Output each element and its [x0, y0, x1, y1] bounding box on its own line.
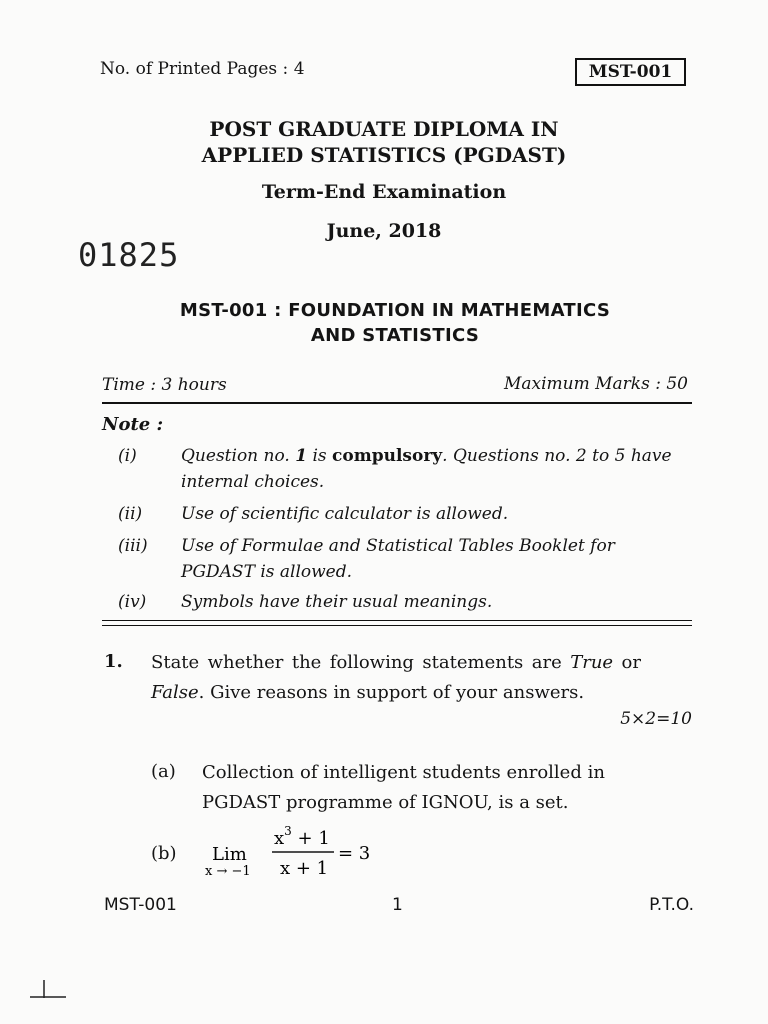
exam-duration: Time : 3 hours [102, 375, 227, 395]
footer-pto: P.T.O. [649, 895, 694, 915]
lim-operator: Lim [212, 844, 247, 865]
equation-rhs: = 3 [338, 843, 371, 864]
crop-mark [28, 978, 68, 1008]
serial-number-stamp: 01825 [78, 236, 180, 274]
note-item-text: Use of scientific calculator is allowed. [181, 504, 509, 524]
course-title-line1: MST-001 : FOUNDATION IN MATHEMATICS [179, 300, 611, 321]
note-item-text: Question no. 1 is compulsory. Questions no. 2 to 5 have internal choices. [181, 446, 672, 492]
note-label: Note : [102, 414, 164, 435]
limit-expression [202, 822, 402, 882]
header-divider [102, 402, 692, 404]
footer-paper-code: MST-001 [104, 895, 177, 915]
fraction-denominator: x + 1 [280, 858, 329, 879]
notes-divider-bottom [102, 625, 692, 626]
programme-title-line2: APPLIED STATISTICS (PGDAST) [201, 143, 567, 167]
programme-title-line1: POST GRADUATE DIPLOMA IN [209, 117, 559, 141]
course-title-line2: AND STATISTICS [310, 325, 480, 346]
question-part-text: Collection of intelligent students enrolled in PGDAST programme of IGNOU, is a set. [202, 762, 605, 813]
notes-divider-top [102, 620, 692, 621]
printed-pages-count: No. of Printed Pages : 4 [100, 59, 305, 79]
question-part-label: (b) [151, 843, 177, 864]
note-item-number: (iii) [118, 536, 148, 556]
fraction-numerator: $x^3 + 1$ [274, 824, 330, 849]
note-item-text: Use of Formulae and Statistical Tables Booklet for PGDAST is allowed. [181, 536, 615, 582]
question-marks: 5×2=10 [620, 709, 692, 729]
exam-type: Term-End Examination [261, 181, 507, 203]
question-number: 1. [104, 651, 123, 672]
note-item-number: (i) [118, 446, 137, 466]
note-item-number: (iv) [118, 592, 147, 612]
exam-date: June, 2018 [326, 220, 442, 242]
paper-code-box: MST-001 [575, 58, 686, 86]
note-item-text: Symbols have their usual meanings. [181, 592, 493, 612]
question-text: State whether the following statements are True or False. Give reasons in support of your answers. [151, 652, 641, 703]
maximum-marks: Maximum Marks : 50 [503, 374, 688, 394]
question-part-label: (a) [151, 761, 176, 782]
note-item-number: (ii) [118, 504, 143, 524]
lim-subscript: x → −1 [205, 864, 251, 879]
footer-page-number: 1 [392, 895, 403, 915]
